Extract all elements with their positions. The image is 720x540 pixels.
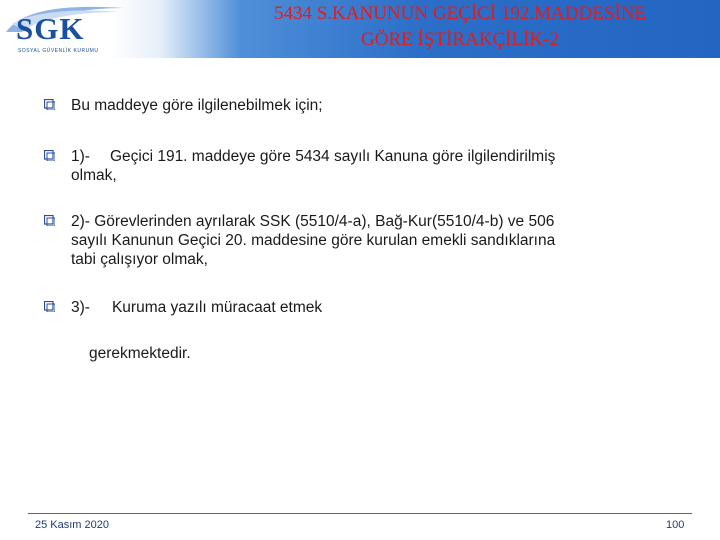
bullet-line xyxy=(71,147,555,166)
logo-text: SGK xyxy=(16,11,85,46)
conclusion-text: gerekmektedir. xyxy=(89,345,191,362)
logo-subtitle: SOSYAL GÜVENLİK KURUMU xyxy=(18,48,99,54)
checkbox-bullet-icon xyxy=(44,99,55,110)
bullet-text: Geçici 191. maddeye göre 5434 sayılı Kanuna göre ilgilendirilmiş xyxy=(109,148,556,165)
bullet-text: Kuruma yazılı müracaat etmek xyxy=(111,299,323,316)
bullet-text-continued: tabi çalışıyor olmak, xyxy=(71,251,208,268)
bullet-text: Bu maddeye göre ilgilenebilmek için; xyxy=(71,97,323,114)
title-line-2: GÖRE İŞTİRAKÇİLİK-2 xyxy=(361,29,559,50)
bullet-text-continued: olmak, xyxy=(71,167,117,184)
checkbox-bullet-icon xyxy=(44,150,55,161)
title-line-1: 5434 S.KANUNUN GEÇİCİ 192.MADDESİNE xyxy=(273,3,647,24)
bullet-text: 2)- Görevlerinden ayrılarak SSK (5510/4-a), Bağ-Kur(5510/4-b) ve 506 xyxy=(71,213,555,230)
checkbox-bullet-icon xyxy=(44,301,55,312)
checkbox-bullet-icon xyxy=(44,215,55,226)
bullet-line xyxy=(71,298,322,317)
footer-divider xyxy=(28,513,692,514)
page-number: 100 xyxy=(666,519,685,531)
bullet-number: 1)- xyxy=(71,148,90,165)
bullet-number: 3)- xyxy=(71,299,90,316)
bullet-text-continued: sayılı Kanunun Geçici 20. maddesine göre kurulan emekli sandıklarına xyxy=(71,232,556,249)
footer-date: 25 Kasım 2020 xyxy=(35,519,109,531)
